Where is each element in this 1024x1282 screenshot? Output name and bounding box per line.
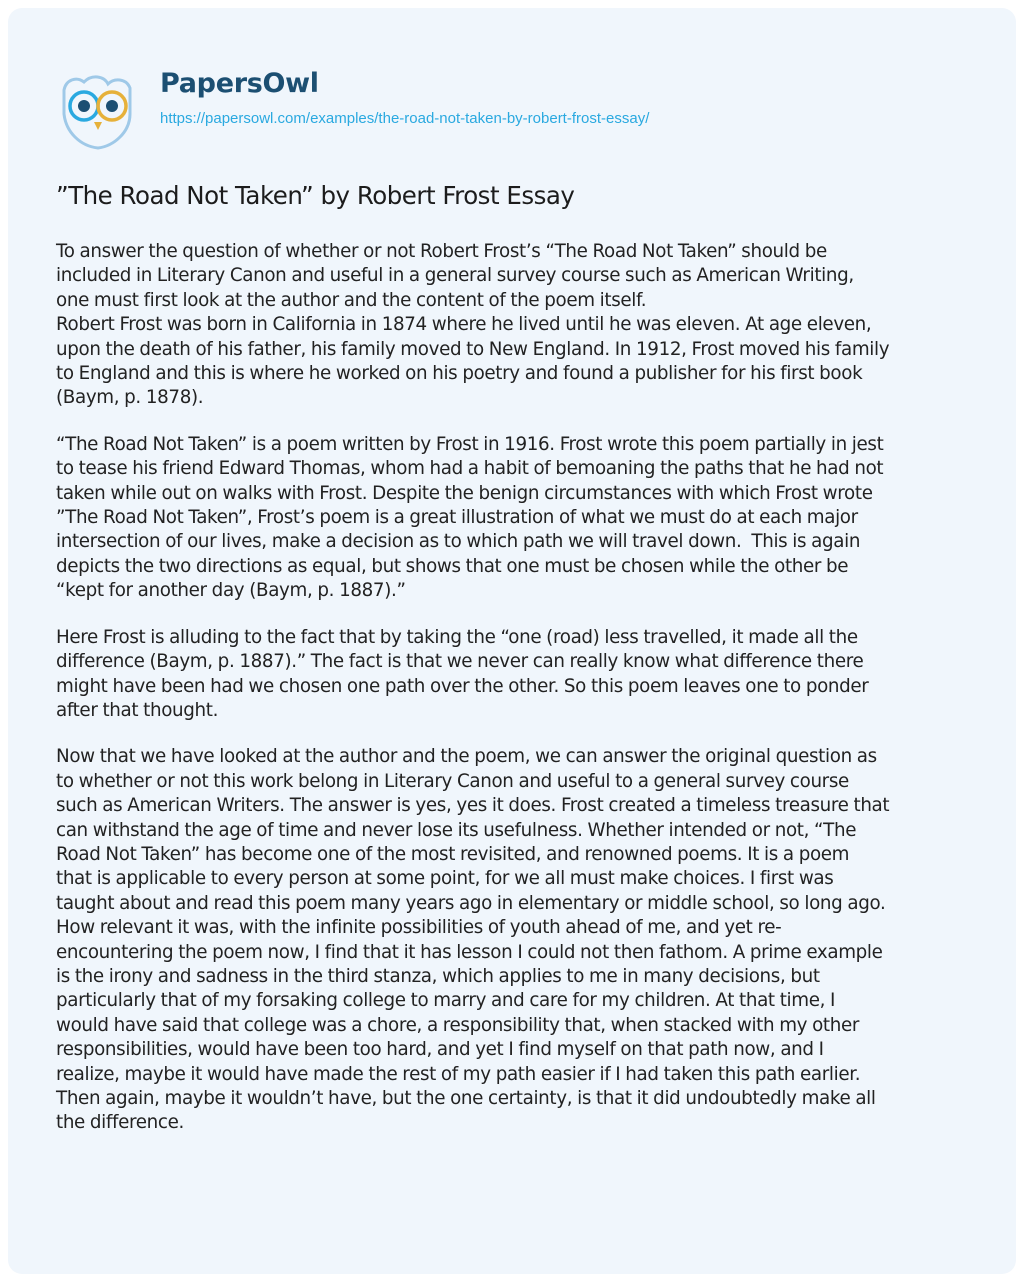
text-line: can withstand the age of time and never lose its usefulness. Whether intended or not, “The <box>56 819 857 841</box>
text-line: intersection of our lives, make a decision as to which path we will travel down. This is again <box>56 531 861 553</box>
essay-title: ”The Road Not Taken” by Robert Frost Essay <box>56 181 575 210</box>
text-line: such as American Writers. The answer is yes, yes it does. Frost created a timeless treasure that <box>56 795 890 817</box>
text-line: to England and this is where he worked on his poetry and found a publisher for his first book <box>56 363 863 385</box>
page-url-link[interactable]: https://papersowl.com/examples/the-road-not-taken-by-robert-frost-essay/ <box>160 110 650 127</box>
text-line: “The Road Not Taken” is a poem written by Frost in 1916. Frost wrote this poem partially in jest <box>56 433 884 455</box>
paragraph-1 <box>56 240 996 411</box>
text-line: responsibilities, would have been too hard, and yet I find myself on that path now, and I <box>56 1039 824 1061</box>
text-line: one must first look at the author and the content of the poem itself. <box>56 289 647 311</box>
text-line: (Baym, p. 1878). <box>56 387 204 409</box>
text-line: included in Literary Canon and useful in a general survey course such as American Writing, <box>56 265 854 287</box>
text-line: particularly that of my forsaking college to marry and care for my children. At that time, I <box>56 990 836 1012</box>
brand-name[interactable]: PapersOwl <box>160 68 319 99</box>
paragraph-3 <box>56 626 996 724</box>
essay-card <box>8 8 1016 1274</box>
text-line: Here Frost is alluding to the fact that by taking the “one (road) less travelled, it made all the <box>56 626 858 648</box>
text-line: Now that we have looked at the author and the poem, we can answer the original question as <box>56 746 877 768</box>
text-line: Road Not Taken” has become one of the most revisited, and renowned poems. It is a poem <box>56 843 850 865</box>
text-line: difference (Baym, p. 1887).” The fact is that we never can really know what difference there <box>56 651 864 673</box>
text-line: encountering the poem now, I find that it has lesson I could not then fathom. A prime example <box>56 941 883 963</box>
text-line: that is applicable to every person at some point, for we all must make choices. I first was <box>56 868 834 890</box>
text-line: the difference. <box>56 1112 184 1134</box>
text-line: realize, maybe it would have made the rest of my path easier if I had taken this path earlier. <box>56 1063 861 1085</box>
text-line: depicts the two directions as equal, but shows that one must be chosen while the other be <box>56 555 849 577</box>
site-header <box>58 66 649 150</box>
brand-block <box>160 66 649 127</box>
text-line: to tease his friend Edward Thomas, whom had a habit of bemoaning the paths that he had not <box>56 458 884 480</box>
text-line: is the irony and sadness in the third stanza, which applies to me in many decisions, but <box>56 965 820 987</box>
text-line: ”The Road Not Taken”, Frost’s poem is a great illustration of what we must do at each major <box>56 507 858 529</box>
text-line: “kept for another day (Baym, p. 1887).” <box>56 580 406 602</box>
text-line: Robert Frost was born in California in 1874 where he lived until he was eleven. At age eleven, <box>56 314 872 336</box>
text-line: upon the death of his father, his family moved to New England. In 1912, Frost moved his family <box>56 338 890 360</box>
text-line: taken while out on walks with Frost. Despite the benign circumstances with which Frost wrote <box>56 482 873 504</box>
text-line: to whether or not this work belong in Literary Canon and useful to a general survey course <box>56 770 849 792</box>
text-line: How relevant it was, with the infinite possibilities of youth ahead of me, and yet re- <box>56 917 782 939</box>
paragraph-2 <box>56 433 996 604</box>
text-line: taught about and read this poem many years ago in elementary or middle school, so long ago. <box>56 892 886 914</box>
essay-body <box>56 240 996 1158</box>
text-line: would have said that college was a chore, a responsibility that, when stacked with my other <box>56 1014 860 1036</box>
text-line: might have been had we chosen one path over the other. So this poem leaves one to ponder <box>56 675 869 697</box>
owl-logo-icon <box>58 70 152 150</box>
text-line: after that thought. <box>56 699 219 721</box>
text-line: To answer the question of whether or not Robert Frost’s “The Road Not Taken” should be <box>56 241 827 262</box>
paragraph-4 <box>56 745 996 1136</box>
text-line: Then again, maybe it wouldn’t have, but the one certainty, is that it did undoubtedly make all <box>56 1088 876 1109</box>
